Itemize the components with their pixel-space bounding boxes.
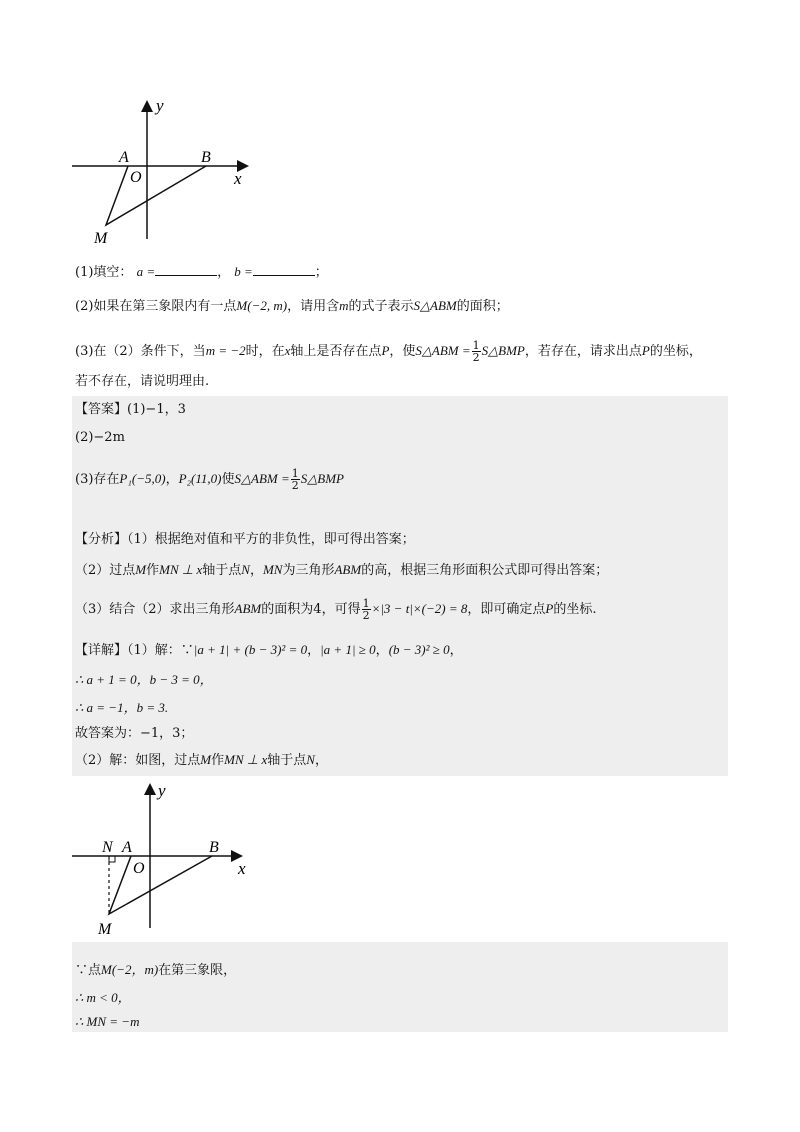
label-y-2: y [158, 781, 166, 800]
detail-line-5: （2）解：如图，过点M作MN ⊥ x轴于点N， [75, 752, 328, 768]
figure-2-coordinate-diagram [72, 778, 252, 940]
label-o-2: O [133, 860, 145, 877]
analysis-line-3: （3）结合（2）求出三角形ABM的面积为4，可得 $\frac{1}{2}$ ×|3 − t|×(−2) = 8，即可确定点P的坐标. [75, 597, 597, 622]
detail-line-7: ∴ m < 0， [75, 990, 131, 1005]
answer-shaded-area [72, 396, 728, 776]
question-3-line-2: 若不存在，请说明理由. [75, 374, 210, 389]
triangle-abm [106, 166, 206, 225]
label-x-2: x [238, 859, 246, 878]
triangle-abm-2 [109, 856, 212, 914]
detail-line-8: ∴ MN = −m [75, 1014, 140, 1029]
label-n: N [102, 839, 113, 856]
answer-shaded-area-lower [72, 942, 728, 1032]
label-b: B [201, 149, 211, 166]
label-x: x [234, 169, 242, 188]
question-2: (2)如果在第三象限内有一点M(−2, m)，请用含m的式子表示S△ABM的面积； [75, 298, 509, 314]
label-m: M [94, 230, 108, 247]
detail-line-4: 故答案为：−1，3； [75, 726, 194, 741]
blank-b[interactable] [253, 263, 315, 276]
answer-line-2: (2)−2m [75, 430, 125, 445]
right-angle-mark [109, 856, 115, 862]
label-o: O [130, 169, 142, 186]
label-y: y [156, 96, 164, 115]
label-a-2: A [122, 839, 132, 856]
answer-line-3: (3)存在P₁(−5,0)，P₂(11,0)使S△ABM = $\frac{1}{2}$ S△BMP [75, 467, 344, 492]
question-1: (1)填空： a = ， b = ； [75, 264, 328, 280]
answer-line-1: 【答案】(1)−1，3 [75, 402, 186, 417]
detail-line-1: 【详解】（1）解：∵|a + 1| + (b − 3)² = 0，|a + 1| ≥ 0，(b − 3)² ≥ 0， [75, 642, 463, 658]
analysis-line-2: （2）过点M作MN ⊥ x轴于点N，MN为三角形ABM的高，根据三角形面积公式即可得出答案； [75, 562, 609, 578]
blank-a[interactable] [155, 263, 217, 276]
analysis-line-1: 【分析】（1）根据绝对值和平方的非负性，即可得出答案； [75, 532, 415, 547]
label-b-2: B [209, 839, 219, 856]
detail-line-2: ∴ a + 1 = 0，b − 3 = 0， [75, 672, 213, 687]
label-a: A [119, 149, 129, 166]
detail-line-6: ∵点M(−2，m)在第三象限， [75, 962, 237, 978]
question-3: (3)在（2）条件下，当m = −2时，在x轴上是否存在点P，使S△ABM = $\frac{1}{2}$ S△BMP，若存在，请求出点P的坐标， [75, 339, 702, 364]
label-m-2: M [98, 921, 112, 938]
detail-line-3: ∴ a = −1，b = 3. [75, 700, 169, 715]
figure-1-coordinate-diagram [70, 95, 260, 250]
